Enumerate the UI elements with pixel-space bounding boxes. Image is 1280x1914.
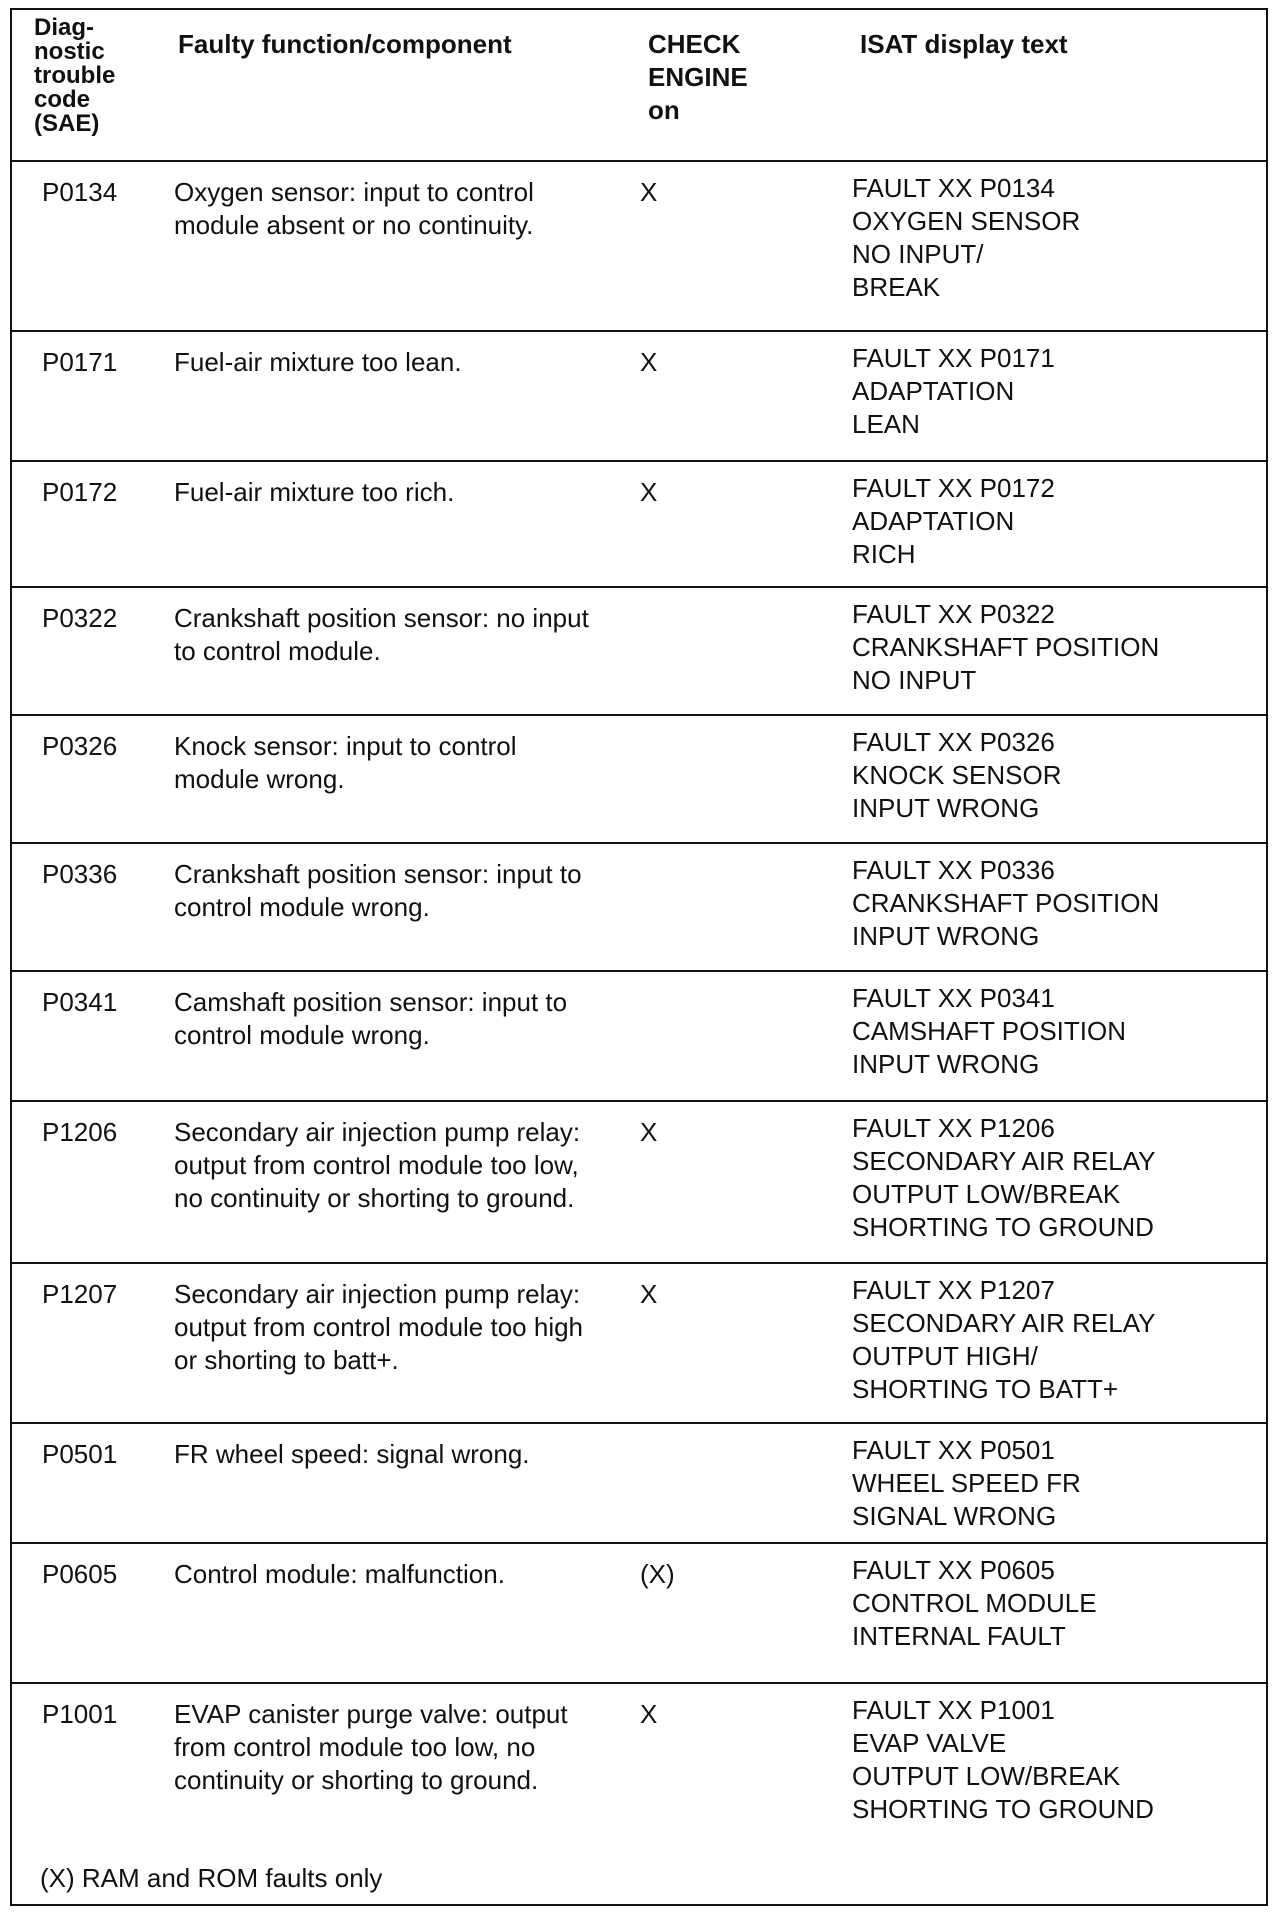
fault-description-line: EVAP canister purge valve: output (174, 1699, 568, 1729)
dtc-code: P0172 (42, 477, 118, 507)
table-row (12, 1424, 1266, 1544)
table-row (12, 332, 1266, 462)
table-row (12, 1264, 1266, 1424)
isat-line: SECONDARY AIR RELAY (852, 1308, 1156, 1338)
header-check-line: CHECK (648, 29, 741, 59)
fault-description (174, 1116, 580, 1215)
isat-line: SHORTING TO BATT+ (852, 1374, 1119, 1404)
isat-line: INTERNAL FAULT (852, 1621, 1066, 1651)
fault-description (174, 1278, 583, 1377)
check-engine-mark: X (640, 1699, 658, 1729)
fault-description-line: FR wheel speed: signal wrong. (174, 1439, 530, 1469)
header-code-line: nostic (34, 38, 105, 65)
fault-description-line: or shorting to batt+. (174, 1345, 399, 1375)
header-isat: ISAT display text (860, 29, 1068, 59)
footnote: (X) RAM and ROM faults only (40, 1863, 383, 1893)
isat-display-text (852, 598, 1159, 697)
isat-line: FAULT XX P0501 (852, 1435, 1055, 1465)
isat-line: SHORTING TO GROUND (852, 1212, 1154, 1242)
isat-line: FAULT XX P0172 (852, 473, 1055, 503)
fault-description-line: Secondary air injection pump relay: (174, 1279, 581, 1309)
table-row (12, 462, 1266, 588)
header-code-line: (SAE) (34, 110, 100, 137)
isat-line: BREAK (852, 272, 941, 302)
check-engine-mark: X (640, 347, 658, 377)
table-header (12, 10, 1266, 162)
isat-display-text (852, 726, 1062, 825)
isat-line: FAULT XX P0336 (852, 855, 1055, 885)
isat-line: NO INPUT (852, 665, 977, 695)
table-row (12, 1684, 1266, 1884)
isat-line: FAULT XX P1207 (852, 1275, 1055, 1305)
fault-description (174, 476, 454, 509)
fault-description-line: continuity or shorting to ground. (174, 1765, 539, 1795)
fault-description-line: control module wrong. (174, 892, 430, 922)
fault-description (174, 730, 517, 796)
fault-description-line: output from control module too low, (174, 1150, 579, 1180)
table-row (12, 844, 1266, 972)
dtc-code: P0341 (42, 987, 118, 1017)
isat-line: FAULT XX P0322 (852, 599, 1055, 629)
isat-line: FAULT XX P0134 (852, 173, 1055, 203)
fault-description-line: from control module too low, no (174, 1732, 536, 1762)
dtc-code: P1001 (42, 1699, 118, 1729)
fault-description-line: Fuel-air mixture too lean. (174, 347, 462, 377)
fault-description (174, 346, 462, 379)
fault-description (174, 1558, 505, 1591)
header-check-engine (648, 28, 748, 127)
header-fault: Faulty function/component (178, 29, 512, 59)
check-engine-mark: X (640, 477, 658, 507)
fault-description (174, 602, 589, 668)
isat-line: CONTROL MODULE (852, 1588, 1097, 1618)
header-code-line: Diag- (34, 14, 94, 41)
fault-description-line: Control module: malfunction. (174, 1559, 505, 1589)
isat-display-text (852, 854, 1159, 953)
fault-description (174, 1698, 568, 1797)
isat-line: ADAPTATION (852, 376, 1015, 406)
dtc-code: P0322 (42, 603, 118, 633)
dtc-code: P0336 (42, 859, 118, 889)
isat-line: FAULT XX P0341 (852, 983, 1055, 1013)
isat-line: INPUT WRONG (852, 793, 1040, 823)
header-check-line: ENGINE (648, 62, 748, 92)
check-engine-mark: X (640, 1117, 658, 1147)
fault-description-line: Fuel-air mixture too rich. (174, 477, 455, 507)
table-row (12, 716, 1266, 844)
dtc-code: P0326 (42, 731, 118, 761)
isat-display-text (852, 472, 1055, 571)
dtc-code: P1207 (42, 1279, 118, 1309)
header-code (34, 16, 115, 136)
fault-description-line: control module wrong. (174, 1020, 430, 1050)
check-engine-mark: (X) (640, 1559, 675, 1589)
isat-line: OUTPUT LOW/BREAK (852, 1761, 1121, 1791)
isat-line: ADAPTATION (852, 506, 1015, 536)
dtc-code: P0501 (42, 1439, 118, 1469)
isat-display-text (852, 1434, 1081, 1533)
table-row (12, 1544, 1266, 1684)
fault-description (174, 1438, 530, 1471)
fault-description-line: Oxygen sensor: input to control (174, 177, 534, 207)
fault-description-line: Knock sensor: input to control (174, 731, 517, 761)
dtc-table (10, 8, 1268, 1906)
table-row (12, 162, 1266, 332)
table-row (12, 588, 1266, 716)
isat-line: CRANKSHAFT POSITION (852, 632, 1160, 662)
fault-description (174, 858, 582, 924)
fault-description-line: Crankshaft position sensor: no input (174, 603, 589, 633)
fault-description-line: to control module. (174, 636, 381, 666)
isat-line: FAULT XX P1001 (852, 1695, 1055, 1725)
isat-line: SHORTING TO GROUND (852, 1794, 1154, 1824)
isat-line: RICH (852, 539, 916, 569)
isat-line: SECONDARY AIR RELAY (852, 1146, 1156, 1176)
isat-line: OUTPUT LOW/BREAK (852, 1179, 1121, 1209)
isat-line: NO INPUT/ (852, 239, 984, 269)
isat-display-text (852, 342, 1055, 441)
isat-display-text (852, 1554, 1097, 1653)
header-code-line: trouble (34, 62, 116, 89)
isat-display-text (852, 172, 1080, 304)
isat-line: INPUT WRONG (852, 921, 1040, 951)
isat-line: WHEEL SPEED FR (852, 1468, 1081, 1498)
table-row (12, 1102, 1266, 1264)
isat-line: EVAP VALVE (852, 1728, 1007, 1758)
header-code-line: code (34, 86, 91, 113)
isat-display-text (852, 982, 1126, 1081)
isat-line: FAULT XX P0171 (852, 343, 1055, 373)
fault-description-line: output from control module too high (174, 1312, 584, 1342)
fault-description-line: Secondary air injection pump relay: (174, 1117, 581, 1147)
dtc-code: P0605 (42, 1559, 118, 1589)
isat-display-text (852, 1694, 1154, 1826)
fault-description-line: no continuity or shorting to ground. (174, 1183, 575, 1213)
dtc-code: P0171 (42, 347, 118, 377)
isat-display-text (852, 1112, 1155, 1244)
table-row (12, 972, 1266, 1102)
isat-line: CRANKSHAFT POSITION (852, 888, 1160, 918)
check-engine-mark: X (640, 177, 658, 207)
fault-description (174, 986, 567, 1052)
fault-description-line: module absent or no continuity. (174, 210, 534, 240)
fault-description (174, 176, 534, 242)
isat-line: OXYGEN SENSOR (852, 206, 1081, 236)
isat-line: FAULT XX P0326 (852, 727, 1055, 757)
dtc-code: P0134 (42, 177, 118, 207)
isat-line: CAMSHAFT POSITION (852, 1016, 1126, 1046)
isat-line: FAULT XX P0605 (852, 1555, 1055, 1585)
isat-line: FAULT XX P1206 (852, 1113, 1055, 1143)
fault-description-line: Crankshaft position sensor: input to (174, 859, 582, 889)
fault-description-line: Camshaft position sensor: input to (174, 987, 568, 1017)
isat-line: INPUT WRONG (852, 1049, 1040, 1079)
isat-line: LEAN (852, 409, 920, 439)
isat-line: KNOCK SENSOR (852, 760, 1062, 790)
fault-description-line: module wrong. (174, 764, 345, 794)
isat-line: OUTPUT HIGH/ (852, 1341, 1038, 1371)
check-engine-mark: X (640, 1279, 658, 1309)
isat-display-text (852, 1274, 1155, 1406)
dtc-code: P1206 (42, 1117, 118, 1147)
isat-line: SIGNAL WRONG (852, 1501, 1057, 1531)
header-check-line: on (648, 95, 680, 125)
